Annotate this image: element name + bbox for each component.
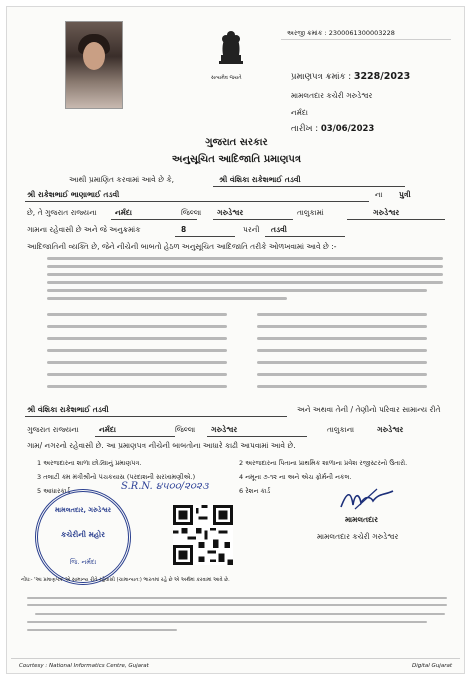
document-item-5: 5 આધારકાર્ડ [37,487,71,495]
certificate-page [6,6,465,674]
office-seal: મામલતદાર, ગરુડેશ્વર કચેરીની મહોર જિ. નર્મદા [35,489,131,585]
government-title: ગુજરાત સરકાર [205,137,268,148]
resident-district-label: જિલ્લા [175,425,196,434]
issuing-district: નર્મદા [291,108,308,117]
district-label: જિલ્લા [181,208,202,217]
certificate-number: પ્રમાણપત્ર ક્રમાંક : 3228/2023 [291,71,411,82]
issuing-office: મામલતદાર કચેરી ગરુડેશ્વર [291,91,373,100]
document-item-2: 2 અરજદારના પિતાના પ્રાથમિક શાળાના પ્રવેશ રજીસ્ટરનો ઉતારો. [239,459,408,467]
qr-code-icon [173,505,233,565]
intro-text: આથી પ્રમાણિત કરવામાં આવે છે કે, [69,175,175,184]
village-value: ગરુડેશ્વર [373,208,400,217]
resident-village: ગરુડેશ્વર [377,425,404,434]
resident-end: ગામ/ નગરનો રહેવાસી છે. આ પ્રમાણપત્ર નીચેની બાબતોના આધારે કાઢી આપવામાં આવે છે. [27,441,296,450]
application-number: અરજી ક્રમાંક : 2300061300003228 [287,29,395,37]
parent-name: શ્રી રાકેશભાઈ ભાણાભાઈ તડવી [27,190,120,199]
order-text: આદિજાતિની વ્યક્તિ છે, જેને નીચેની બાબતો હેઠળ અનુસૂચિત આદિજાતિ તરીકે ઓળખવામાં આવે છે :- [27,242,337,251]
serial-number: 8 [181,225,187,234]
state-emblem-icon [209,25,253,75]
signatory-title: મામલતદાર [345,515,378,524]
resident-district: નર્મદા [99,425,116,434]
signature-mark [337,487,397,513]
tribe-name: તડવી [271,225,287,234]
document-item-3: 3 તલાટી ક્મ મંત્રીશ્રીનો પંચકયાસ (પરદાશની સરખામણીએ.) [37,473,196,481]
resident-taluka-label: તાલુકાના [327,425,355,434]
resident-taluka: ગરુડેશ્વર [211,425,238,434]
signatory-office: મામલતદાર કચેરી ગરુડેશ્વર [317,532,399,541]
emblem-caption: સત્યમેવ જયતે [211,75,242,81]
digital-gujarat-text: Digital Gujarat [411,663,452,669]
pre-tribe-label: પરની [243,225,260,234]
document-item-6: 6 રેશન કાર્ડ [239,487,271,495]
resident-state: ગુજરાત રાજ્યના [27,425,79,434]
taluka-label: તાલુકામાં [297,208,324,217]
document-item-1: 1 અરજદારના શાળા છોડ્યાનું પ્રમાણપત્ર. [37,459,142,467]
footer-note: નોંધ:- 'આ પ્રમાણપત્ર' એ સામાન્ય રીતે રહેવાસી (ચામાન્યતઃ) ભારતમાં રહે છે એ અર્થમાં કરવામાં આવે છે. [21,577,230,583]
taluka-value: ગરુડેશ્વર [217,208,244,217]
resident-text: અને અથવા તેની / તેણીનો પરિવાર સામાન્ય રીતે [297,405,441,414]
document-item-4: 4 નમૂના ૭-૧૨ ના અને એચ ફોર્મની નકલ. [239,473,352,481]
handwritten-reference: S.R.N. ૪૫૦૦/૨૦૨૩ [121,481,209,492]
relation: પુત્રી [399,190,411,199]
applicant-photo [65,21,123,109]
issue-date: તારીખ : 03/06/2023 [291,124,375,134]
applicant-name: શ્રી વંશિકા રાકેશભાઈ તડવી [219,175,301,184]
district-value: નર્મદા [115,208,132,217]
courtesy-text: Courtesy : National Informatics Centre, Gujarat [19,663,149,669]
village-label: ગામના રહેવાસી છે અને જે અનુક્રમાંક [27,225,141,234]
state-phrase: છે, તે ગુજરાત રાજ્યના [27,208,97,217]
resident-name: શ્રી વંશિકા રાકેશભાઈ તડવી [27,405,109,414]
certificate-title: અનુસૂચિત આદિજાતિ પ્રમાણપત્ર [171,154,302,165]
relation-prefix: ના [375,190,383,199]
